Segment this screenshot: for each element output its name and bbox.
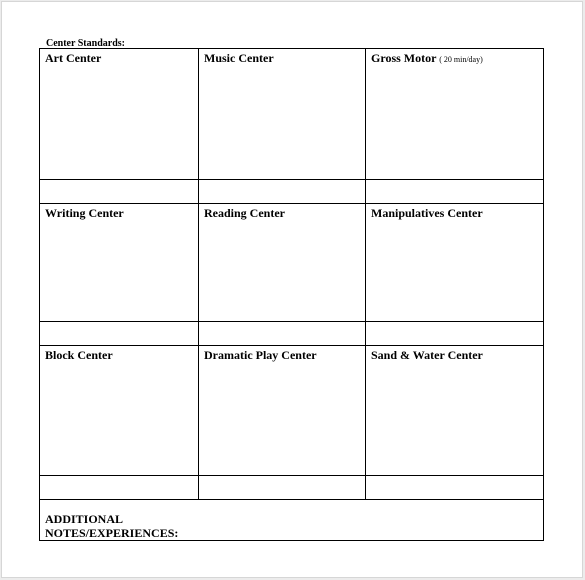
gross-motor-footer-cell[interactable]	[366, 180, 544, 204]
cell-title: Music Center	[204, 51, 274, 65]
table-row	[40, 180, 544, 204]
center-standards-table	[39, 48, 544, 541]
block-center-cell[interactable]	[40, 346, 199, 476]
writing-center-footer-cell[interactable]	[40, 322, 199, 346]
gross-motor-cell[interactable]	[366, 49, 544, 180]
cell-title: Manipulatives Center	[371, 206, 483, 220]
music-center-footer-cell[interactable]	[199, 180, 366, 204]
gross-motor-duration: ( 20 min/day)	[439, 55, 483, 64]
additional-notes-cell[interactable]	[40, 500, 544, 541]
table-row	[40, 476, 544, 500]
notes-label-line2: NOTES/EXPERIENCES:	[45, 526, 179, 540]
sand-water-center-cell[interactable]	[366, 346, 544, 476]
art-center-cell[interactable]	[40, 49, 199, 180]
manipulatives-center-cell[interactable]	[366, 204, 544, 322]
dramatic-play-center-cell[interactable]	[199, 346, 366, 476]
cell-title: Writing Center	[45, 206, 124, 220]
cell-title: Block Center	[45, 348, 113, 362]
music-center-cell[interactable]	[199, 49, 366, 180]
sand-water-footer-cell[interactable]	[366, 476, 544, 500]
cell-title: Art Center	[45, 51, 102, 65]
center-standards-caption: Center Standards:	[46, 38, 125, 49]
notes-label-line1: ADDITIONAL	[45, 512, 124, 526]
table-row	[40, 500, 544, 541]
dramatic-play-footer-cell[interactable]	[199, 476, 366, 500]
writing-center-cell[interactable]	[40, 204, 199, 322]
cell-title: Gross Motor	[371, 51, 437, 65]
reading-center-cell[interactable]	[199, 204, 366, 322]
table-row	[40, 346, 544, 476]
cell-title: Reading Center	[204, 206, 285, 220]
reading-center-footer-cell[interactable]	[199, 322, 366, 346]
table-row	[40, 322, 544, 346]
block-center-footer-cell[interactable]	[40, 476, 199, 500]
table-row	[40, 204, 544, 322]
cell-title: Dramatic Play Center	[204, 348, 317, 362]
art-center-footer-cell[interactable]	[40, 180, 199, 204]
cell-title: Sand & Water Center	[371, 348, 483, 362]
manipulatives-center-footer-cell[interactable]	[366, 322, 544, 346]
table-row	[40, 49, 544, 180]
